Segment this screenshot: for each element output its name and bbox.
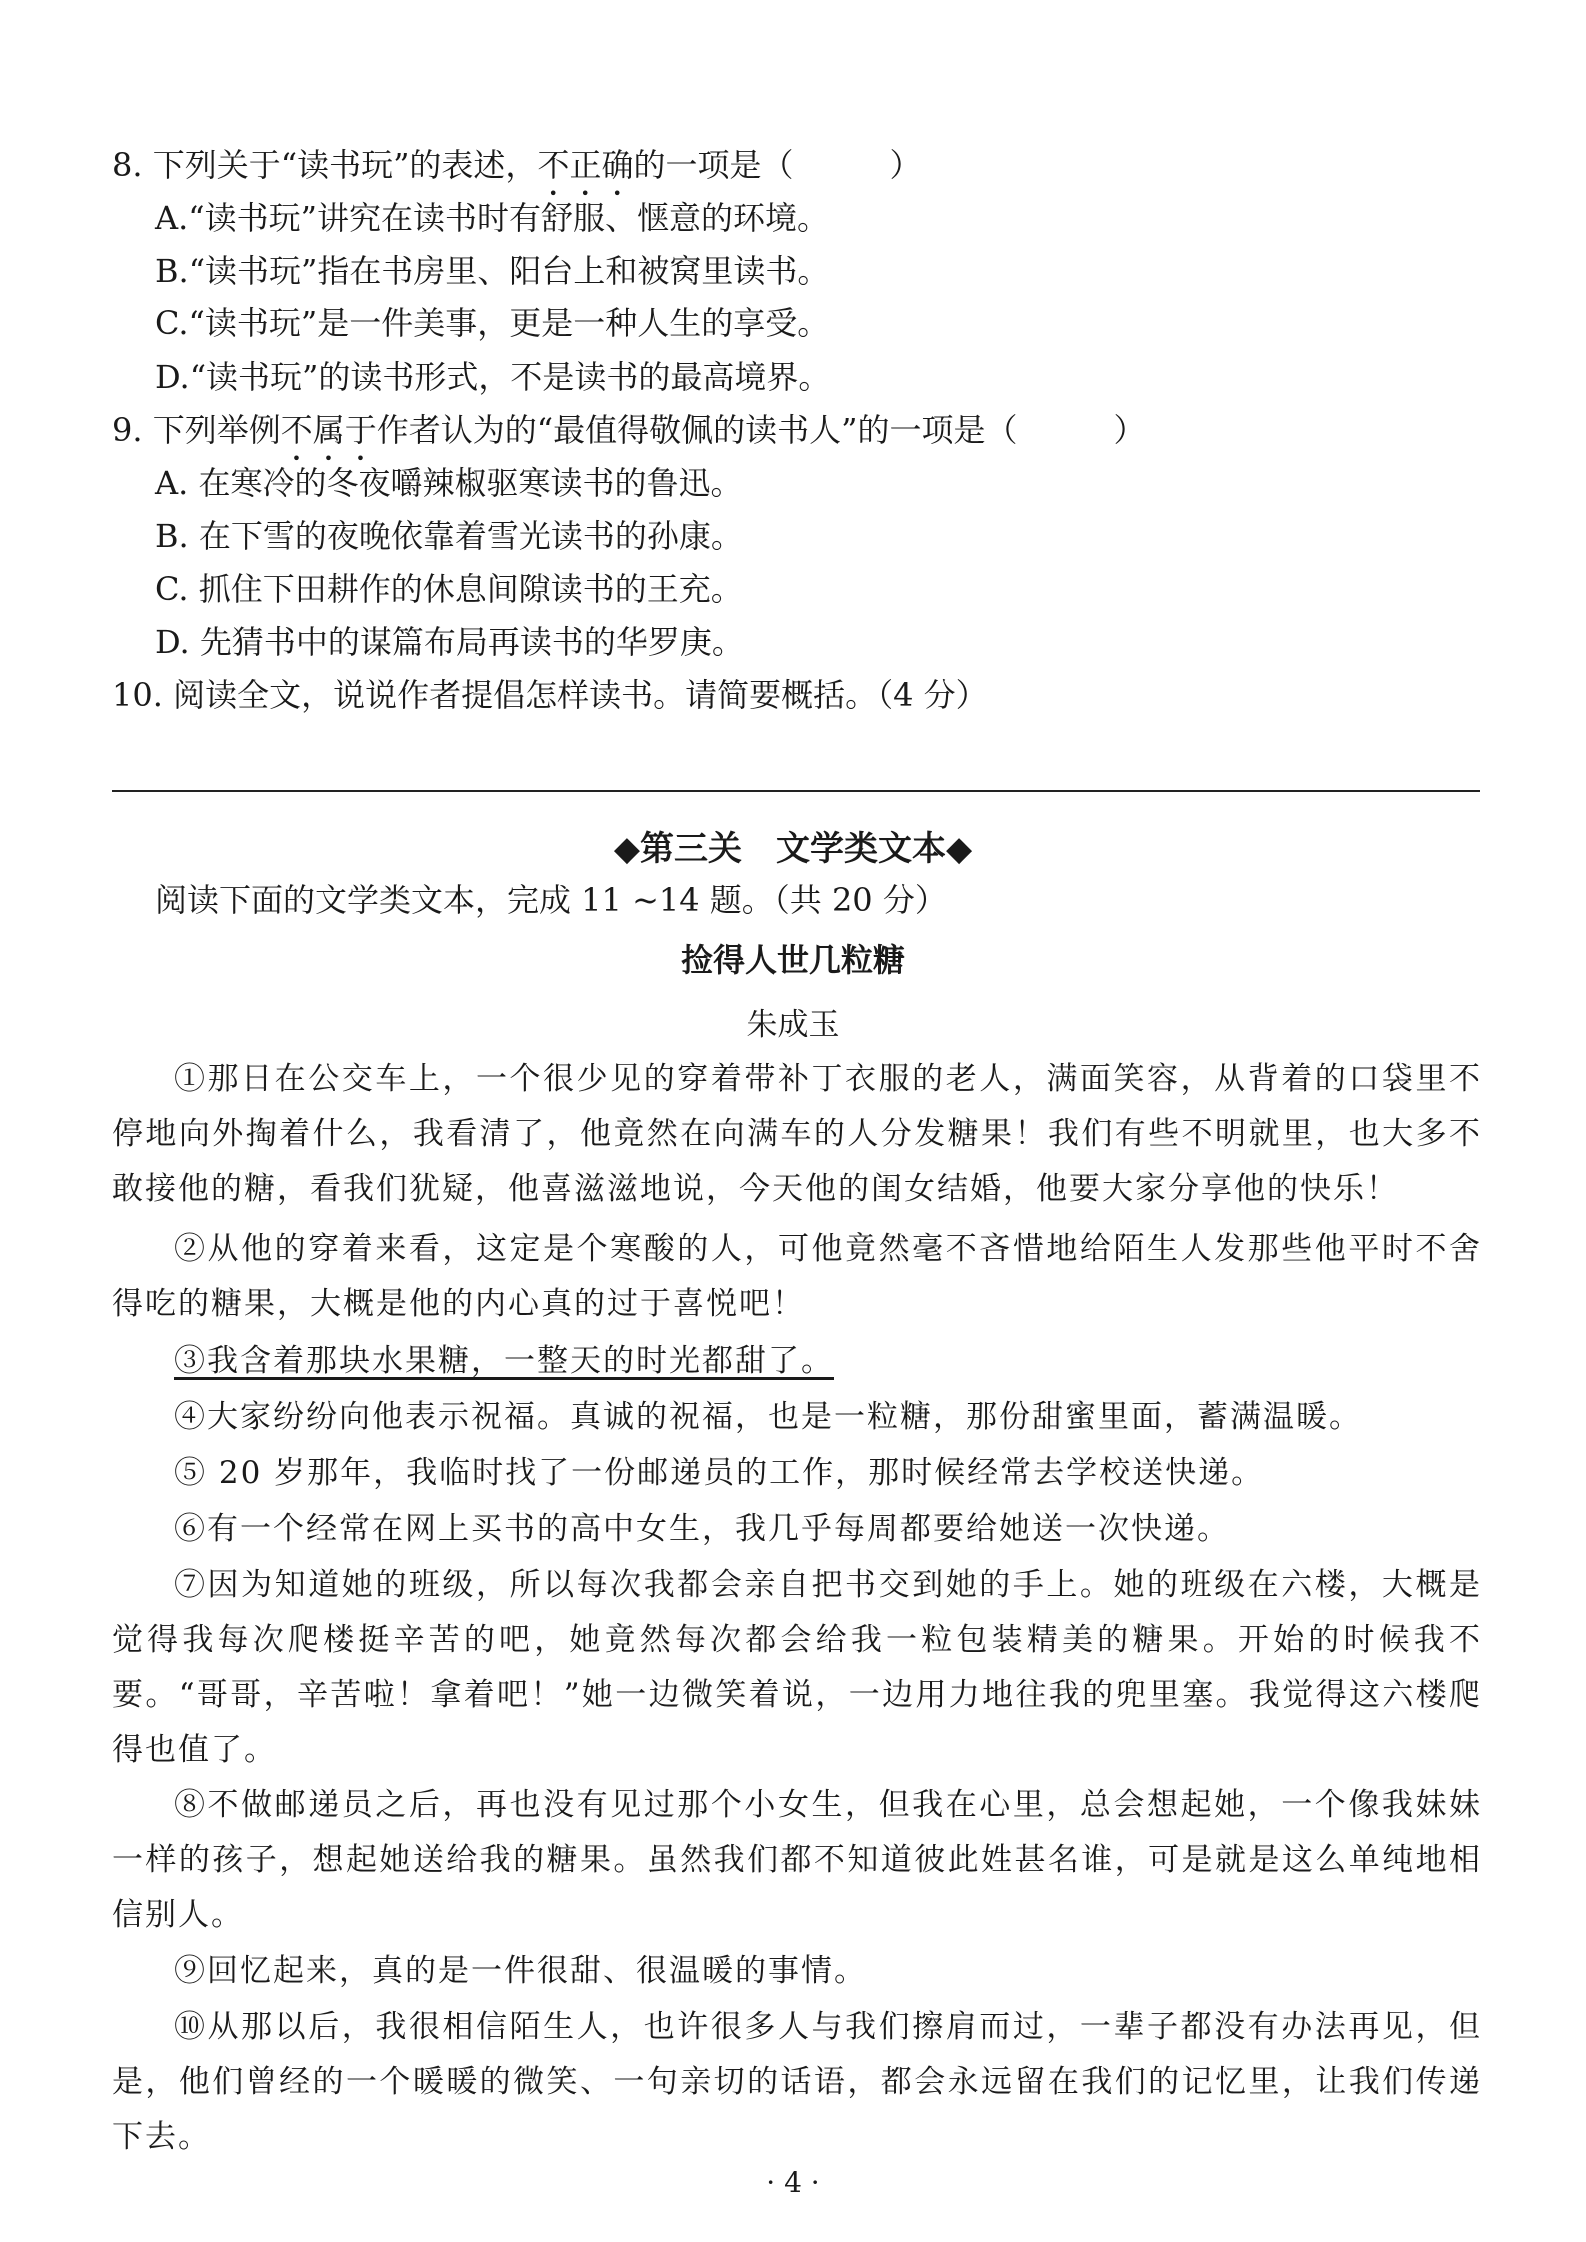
q8-option-d: D.“读书玩”的读书形式，不是读书的最高境界。 <box>155 358 831 396</box>
question-10-stem: 10. 阅读全文，说说作者提倡怎样读书。请简要概括。（4 分） <box>112 676 988 714</box>
q8-option-a: A.“读书玩”讲究在读书时有舒服、惬意的环境。 <box>155 199 830 237</box>
paragraph-6: ⑥有一个经常在网上买书的高中女生，我几乎每周都要给她送一次快递。 <box>174 1511 1230 1547</box>
q8-emphasis: 不正确 <box>537 146 634 184</box>
underlined-sentence: ③我含着那块水果糖，一整天的时光都甜了。 <box>174 1343 834 1379</box>
question-8-stem <box>112 145 921 203</box>
paragraph-5: ⑤ 20 岁那年，我临时找了一份邮递员的工作，那时候经常去学校送快递。 <box>174 1455 1265 1491</box>
q9-stem-after: 作者认为的“最值得敬佩的读书人”的一项是（ ） <box>376 411 1146 449</box>
article-title: 捡得人世几粒糖 <box>680 941 905 979</box>
section-divider <box>112 790 1480 792</box>
paragraph-1: ①那日在公交车上，一个很少见的穿着带补丁衣服的老人，满面笑容，从背着的口袋里不停地向外掏着什么，我看清了，他竟然在向满车的人分发糖果！我们有些不明就里，也大多不敢接他的糖，看我们犹疑，他喜滋滋地说，今天他的闺女结婚，他要大家分享他的快乐！ <box>112 1061 1482 1207</box>
q8-stem-before: 8. 下列关于“读书玩”的表述， <box>112 146 538 184</box>
q8-stem-after: 的一项是（ ） <box>633 146 922 184</box>
paragraph-2: ②从他的穿着来看，这定是个寒酸的人，可他竟然毫不吝惜地给陌生人发那些他平时不舍得吃的糖果，大概是他的内心真的过于喜悦吧！ <box>112 1231 1482 1322</box>
section-instruction: 阅读下面的文学类文本，完成 11 ~14 题。（共 20 分） <box>155 881 947 919</box>
page-number: · 4 · <box>766 2166 820 2199</box>
paragraph-7: ⑦因为知道她的班级，所以每次我都会亲自把书交到她的手上。她的班级在六楼，大概是觉得我每次爬楼挺辛苦的吧，她竟然每次都会给我一粒包装精美的糖果。开始的时候我不要。“哥哥，辛苦啦！拿着吧！”她一边微笑着说，一边用力地往我的兜里塞。我觉得这六楼爬得也值了。 <box>112 1567 1482 1768</box>
paragraph-4: ④大家纷纷向他表示祝福。真诚的祝福，也是一粒糖，那份甜蜜里面，蓄满温暖。 <box>174 1399 1362 1435</box>
paragraph-9: ⑨回忆起来，真的是一件很甜、很温暖的事情。 <box>174 1953 867 1989</box>
paragraph-10: ⑩从那以后，我很相信陌生人，也许很多人与我们擦肩而过，一辈子都没有办法再见，但是，他们曾经的一个暖暖的微笑、一句亲切的话语，都会永远留在我们的记忆里，让我们传递下去。 <box>112 2009 1482 2155</box>
q9-option-c: C. 抓住下田耕作的休息间隙读书的王充。 <box>155 570 743 608</box>
q9-option-a: A. 在寒冷的冬夜嚼辣椒驱寒读书的鲁迅。 <box>155 464 743 502</box>
q9-stem-before: 9. 下列举例 <box>112 411 281 449</box>
section-title: ◆第三关 文学类文本◆ <box>613 829 973 869</box>
q9-emphasis: 不属于 <box>280 411 377 449</box>
question-9-stem <box>112 410 1145 468</box>
q8-option-c: C.“读书玩”是一件美事，更是一种人生的享受。 <box>155 304 830 342</box>
paragraph-3 <box>112 1334 1482 1389</box>
article-author: 朱成玉 <box>746 1007 840 1043</box>
q9-option-d: D. 先猜书中的谋篇布局再读书的华罗庚。 <box>155 623 744 661</box>
paragraph-8: ⑧不做邮递员之后，再也没有见过那个小女生，但我在心里，总会想起她，一个像我妹妹一样的孩子，想起她送给我的糖果。虽然我们都不知道彼此姓甚名谁，可是就是这么单纯地相信别人。 <box>112 1787 1482 1933</box>
q9-option-b: B. 在下雪的夜晚依靠着雪光读书的孙康。 <box>155 517 743 555</box>
q8-option-b: B.“读书玩”指在书房里、阳台上和被窝里读书。 <box>155 252 830 290</box>
